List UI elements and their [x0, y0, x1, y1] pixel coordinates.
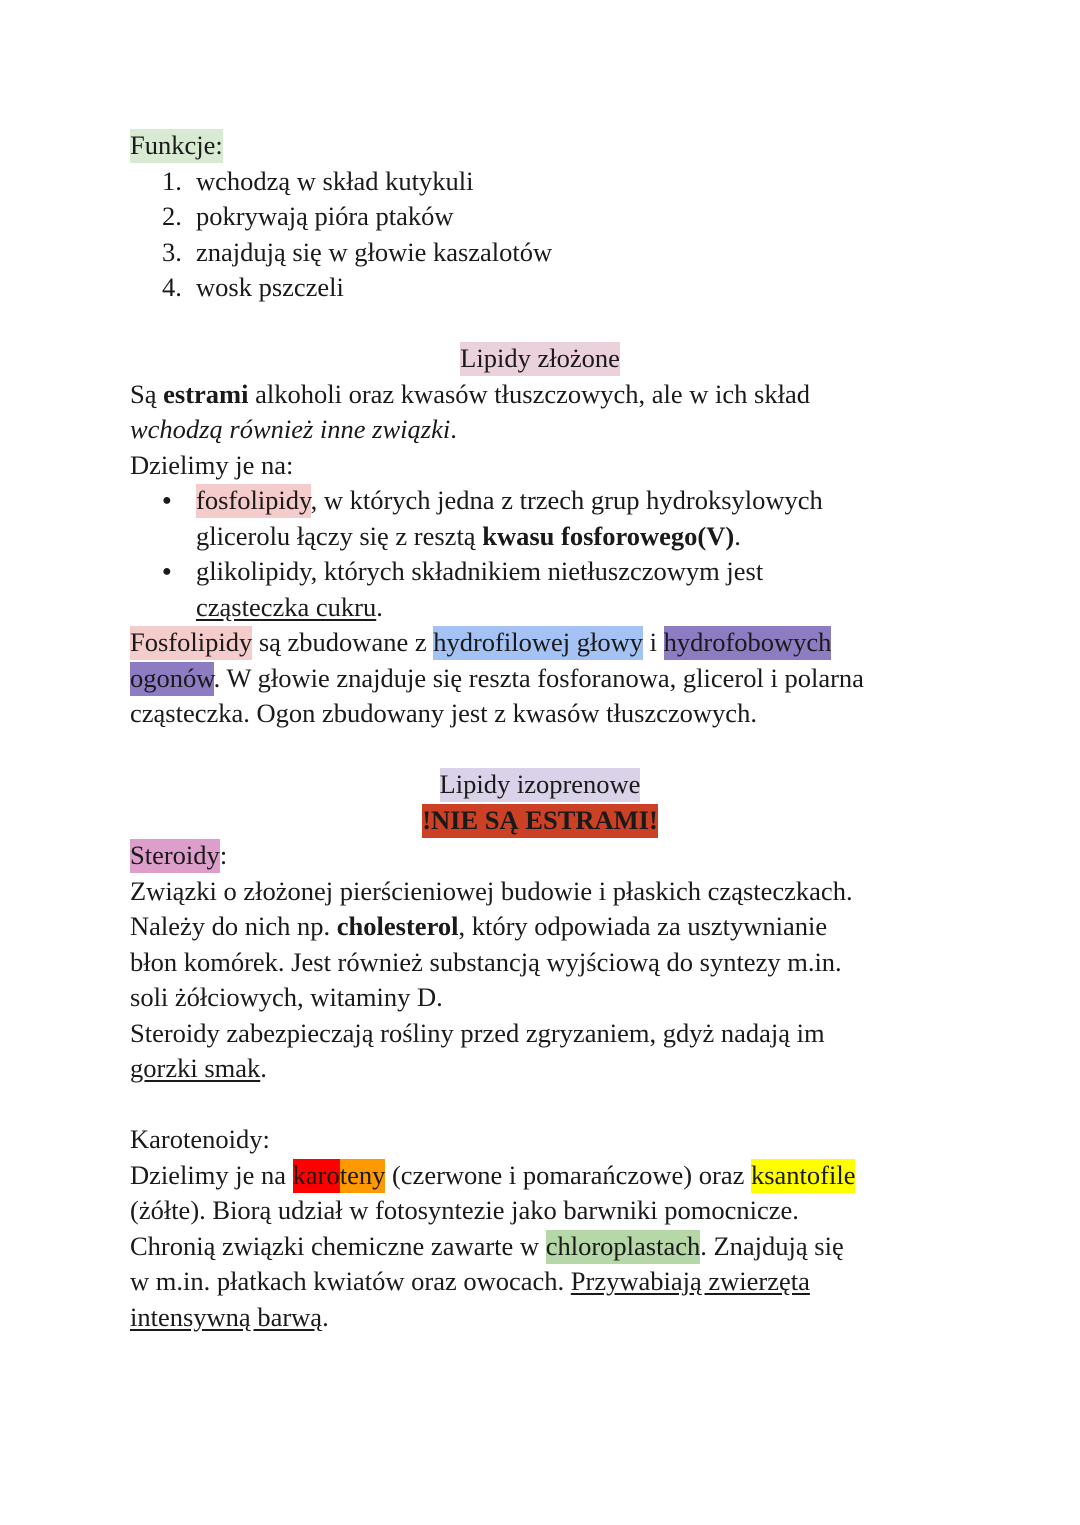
text-line — [130, 1051, 950, 1087]
list-item — [130, 164, 950, 200]
text-segment: soli żółciowych, witaminy D. — [130, 982, 443, 1012]
text-segment: cząsteczka cukru — [196, 591, 377, 622]
list-number: 3. — [162, 236, 182, 267]
text-segment: intensywną barwą — [130, 1301, 323, 1332]
text-line — [130, 1122, 950, 1158]
text-segment: glicerolu łączy się z resztą — [196, 520, 483, 551]
text-line — [130, 377, 950, 413]
text-line — [130, 519, 950, 555]
list-item — [130, 199, 950, 235]
text-segment: Dzielimy je na — [130, 1159, 293, 1190]
text-segment: Steroidy zabezpieczają rośliny przed zgryzaniem, gdyż nadają im — [130, 1017, 825, 1048]
highlighted-text: chloroplastach — [546, 1230, 701, 1264]
list-item — [130, 483, 950, 519]
functions-heading — [130, 128, 950, 164]
text-segment: wchodzą w skład kutykuli — [196, 165, 474, 196]
highlighted-text: Steroidy — [130, 839, 220, 873]
bullet-icon: ● — [162, 563, 172, 580]
text-segment: cząsteczka. Ogon zbudowany jest z kwasów tłuszczowych. — [130, 698, 757, 728]
text-segment: . — [734, 520, 741, 551]
text-line — [130, 838, 950, 874]
list-number: 4. — [162, 272, 182, 302]
highlighted-text: hydrofobowych — [664, 626, 832, 660]
list-number: 1. — [162, 165, 182, 196]
text-line — [130, 1193, 950, 1229]
highlighted-text: Lipidy złożone — [460, 342, 620, 376]
text-segment: wosk pszczeli — [196, 272, 344, 302]
text-segment: Przywabiają zwierzęta — [570, 1266, 810, 1296]
list-item — [130, 235, 950, 271]
text-segment: błon komórek. Jest również substancją wyjściową do syntezy m.in. — [130, 946, 842, 977]
text-segment: znajdują się w głowie kaszalotów — [196, 236, 553, 267]
list-item — [130, 554, 950, 590]
text-segment: glikolipidy, których składnikiem nietłuszczowym jest — [196, 556, 764, 586]
text-segment: (czerwone i pomarańczowe) oraz — [385, 1159, 751, 1190]
text-segment: Są — [130, 378, 164, 409]
text-segment: wchodzą również inne związki — [130, 414, 451, 444]
text-segment: , w których jedna z trzech grup hydroksylowych — [310, 485, 823, 515]
text-line — [130, 661, 950, 697]
text-line — [130, 1264, 950, 1300]
warning-banner — [130, 803, 950, 839]
text-line — [130, 1016, 950, 1052]
text-segment: . — [260, 1053, 267, 1083]
text-segment: Karotenoidy: — [130, 1124, 270, 1154]
document-page — [130, 128, 950, 1335]
text-line — [130, 412, 950, 448]
blank-line — [130, 1087, 950, 1123]
text-segment: Należy do nich np. — [130, 911, 337, 941]
highlighted-text: teny — [340, 1159, 386, 1193]
list-item — [130, 270, 950, 306]
text-line — [130, 874, 950, 910]
text-segment: są zbudowane z — [252, 627, 434, 657]
text-segment: . — [322, 1301, 329, 1332]
highlighted-text: Lipidy izoprenowe — [440, 768, 641, 802]
highlighted-text: karo — [293, 1159, 340, 1193]
text-segment: Dzielimy je na: — [130, 449, 294, 480]
highlighted-text: Funkcje: — [130, 129, 223, 163]
text-segment: estrami — [163, 378, 249, 409]
text-line — [130, 1300, 950, 1336]
text-segment: pokrywają pióra ptaków — [196, 201, 454, 231]
highlighted-text: !NIE SĄ ESTRAMI! — [422, 804, 658, 838]
text-line — [130, 1229, 950, 1265]
text-segment: gorzki smak — [130, 1053, 261, 1083]
highlighted-text: Fosfolipidy — [130, 626, 252, 660]
bullet-icon: ● — [162, 492, 172, 509]
highlighted-text: ogonów — [130, 662, 214, 696]
section-heading-isoprene-lipids — [130, 767, 950, 803]
text-line — [130, 696, 950, 732]
text-segment: (żółte). Biorą udział w fotosyntezie jako barwniki pomocnicze. — [130, 1195, 799, 1225]
text-segment: : — [219, 840, 228, 870]
text-segment: w m.in. płatkach kwiatów oraz owocach. — [130, 1266, 571, 1296]
blank-line — [130, 306, 950, 342]
text-segment: . Znajdują się — [700, 1230, 844, 1261]
list-number: 2. — [162, 201, 182, 231]
text-segment: Chronią związki chemiczne zawarte w — [130, 1230, 546, 1261]
highlighted-text: ksantofile — [751, 1159, 856, 1193]
section-heading-complex-lipids — [130, 341, 950, 377]
text-line — [130, 590, 950, 626]
text-segment: i — [643, 627, 664, 657]
text-line — [130, 625, 950, 661]
text-segment: , który odpowiada za usztywnianie — [458, 911, 828, 941]
text-segment: . — [376, 591, 383, 622]
text-line — [130, 980, 950, 1016]
text-segment: cholesterol — [336, 911, 459, 941]
highlighted-text: fosfolipidy — [196, 484, 311, 518]
blank-line — [130, 732, 950, 768]
text-segment: . W głowie znajduje się reszta fosforanowa, glicerol i polarna — [213, 662, 864, 693]
text-line — [130, 945, 950, 981]
text-segment: . — [450, 414, 457, 444]
highlighted-text: hydrofilowej głowy — [433, 626, 643, 660]
text-line — [130, 448, 950, 484]
text-segment: kwasu fosforowego(V) — [482, 520, 735, 551]
text-segment: alkoholi oraz kwasów tłuszczowych, ale w ich skład — [248, 378, 810, 409]
text-line — [130, 909, 950, 945]
text-segment: Związki o złożonej pierścieniowej budowie i płaskich cząsteczkach. — [130, 875, 853, 906]
text-line — [130, 1158, 950, 1194]
